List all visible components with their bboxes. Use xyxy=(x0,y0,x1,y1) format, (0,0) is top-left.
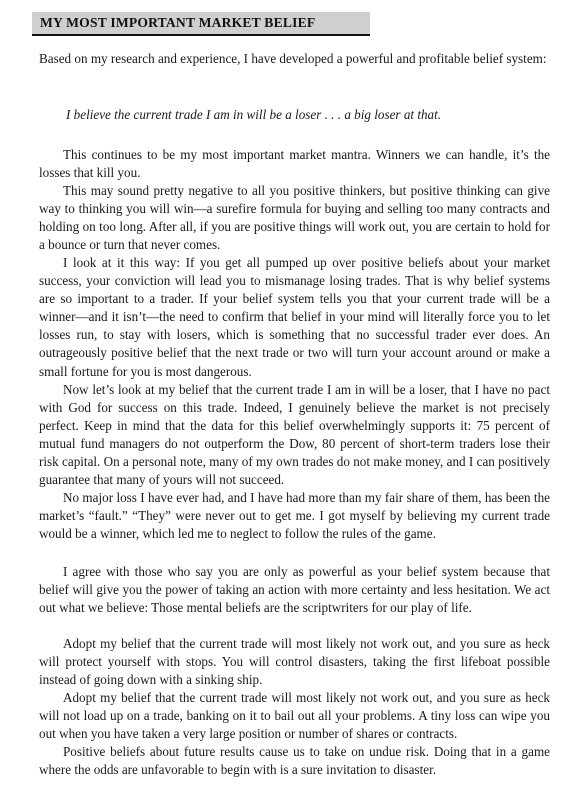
paragraph: This may sound pretty negative to all you positive thinkers, but positive thinking can give way to thinking you will win—a surefire formula for buying and selling too many contracts and holding on too long. After all, if you are positive things will work out, you are certain to hold for a bounce or turn that never comes. xyxy=(39,183,550,253)
paragraph: I agree with those who say you are only as powerful as your belief system because that belief will give you the power of taking an action with more certainty and less hesitation. We act out what we believe: Those mental beliefs are the scriptwriters for our play of life. xyxy=(39,564,550,616)
paragraph-intro: Based on my research and experience, I have developed a powerful and profitable belief system: xyxy=(39,51,547,66)
paragraph: No major loss I have ever had, and I have had more than my fair share of them, has been the market’s “fault.” “They” were never out to get me. I got myself by believing my current trade would be a winner, which led me to neglect to follow the rules of the game. xyxy=(39,490,550,542)
paragraph: Now let’s look at my belief that the current trade I am in will be a loser, that I have no pact with God for success on this trade. Indeed, I genuinely believe the market is not precisely perfect. Keep in mind that the data for this belief overwhelmingly supports it: 75 percent of mutual fund managers do not outperform the Dow, 80 percent of short-term traders lose their risk capital. On a personal note, many of my own trades do not make money, and I can positively guarantee that many of yours will not succeed. xyxy=(39,382,550,488)
belief-quote: I believe the current trade I am in will be a loser . . . a big loser at that. xyxy=(66,107,442,122)
paragraph: Adopt my belief that the current trade will most likely not work out, and you sure as heck will not load up on a trade, banking on it to bail out all your problems. A tiny loss can wipe you out when you have taken a very large position or number of shares or contracts. xyxy=(39,690,550,742)
paragraph: This continues to be my most important market mantra. Winners we can handle, it’s the losses that kill you. xyxy=(39,147,550,181)
paragraph: Positive beliefs about future results cause us to take on undue risk. Doing that in a game where the odds are unfavorable to begin with is a sure invitation to disaster. xyxy=(39,744,550,778)
paragraph: I look at it this way: If you get all pumped up over positive beliefs about your market success, your conviction will lead you to mismanage losing trades. That is why belief systems are so important to a trader. If your belief system tells you that your current trade will be a winner—and it isn’t—the need to confirm that belief in your mind will literally force you to let losses run, to stay with losers, which is something that no successful trader ever does. An outrageously positive belief that the next trade or two will turn your account around or make a small fortune for you is most dangerous. xyxy=(39,255,550,379)
paragraph: Adopt my belief that the current trade will most likely not work out, and you sure as heck will protect yourself with stops. You will control disasters, taking the first lifeboat possible instead of going down with a sinking ship. xyxy=(39,636,550,688)
section-heading: MY MOST IMPORTANT MARKET BELIEF xyxy=(40,15,316,30)
